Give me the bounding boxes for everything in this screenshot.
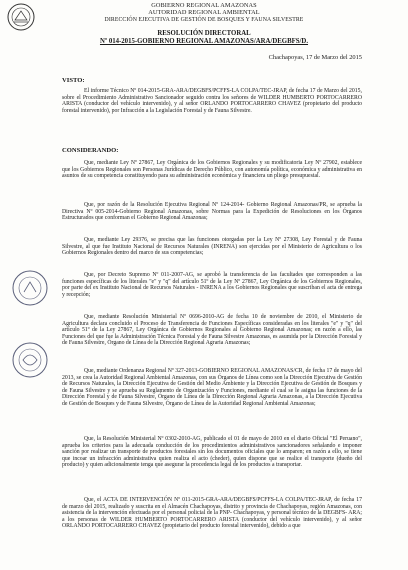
considerando-paragraph-3: Que, mediante Ley 29376, se precisa que las funciones otorgadas por la Ley Nº 27308, Ley Forestal y de Fauna Silvestre, al que fue Instituto Nacional de Recursos Naturales (INRENA) son ejercidas por el Ministerio de Agricultura o los Gobiernos Regionales dentro del marco de sus competencias; bbox=[62, 237, 362, 257]
considerando-paragraph-1: Que, mediante Ley Nº 27867, Ley Orgánica de los Gobiernos Regionales y su modificatoria Ley Nº 27902, establece que los Gobiernos Regionales son Personas Jurídicas de Derecho Público, con autonomía política, económica y administrativa en asuntos de su competencia constituyendo para su administración económica y financiera un pliego presupuestal. bbox=[62, 160, 362, 180]
considerando-paragraph-8: Que, el ACTA DE INTERVENCIÓN Nº 011-2015-GRA-ARA/DEGBFS/PCFFS-LA COLPA/TEC-JRAP, de fecha 17 de marzo del 2015, realizado y suscrita en el Almacén Chachapoyas, distrito y provincia de Chachapoyas, región Amazonas, con asistencia de la intervención efectuada por el personal policial de la PNP- Chachapoyas, y personal técnico de la DEGBFS- ARA; a los personas de WILDER HUMBERTO PORTOCARRERO ARISTA (conductor del vehículo intervenido), y al señor ORLANDO PORTOCARRERO CHAVEZ (propietario del producto forestal intervenido), debido a que bbox=[62, 497, 362, 530]
considerando-heading: CONSIDERANDO: bbox=[62, 147, 119, 154]
considerando-paragraph-6: Que, mediante Ordenanza Regional Nº 327-2013-GOBIERNO REGIONAL AMAZONAS/CR, de fecha 17 de mayo del 2013, se crea la Autoridad Regional Ambiental Amazonas, con sus Órganos de Línea como son la Dirección Ejecutiva de Gestión de Recursos Naturales, la Dirección Ejecutiva de Gestión del Medio Ambiente y la Dirección Ejecutiva de Gestión de Bosques y de Fauna Silvestre y se aprueba su Reglamento de Organización y Funciones, mediante el cual se le asigna las funciones de la Dirección Forestal y de Fauna Silvestre, Órgano de Línea de la Dirección Regional Agraria Amazonas, a la Dirección Ejecutiva de Gestión de Bosques y de Fauna Silvestre, Órgano de Línea de la Autoridad Regional Ambiental Amazonas; bbox=[62, 368, 362, 407]
considerando-paragraph-4: Que, por Decreto Supremo Nº 011-2007-AG, se aprobó la transferencia de las facultades que corresponden a las funciones específicas de los literales "e" y "q" del artículo 51º de la Ley Nº 27867, Ley Orgánica de los Gobiernos Regionales, por parte del ex Instituto Nacional de Recursos Naturales - INRENA a los Gobiernos Regionales que suscriban el acta de entrega y recepción; bbox=[62, 272, 362, 298]
official-stamp-icon bbox=[10, 340, 50, 380]
considerando-paragraph-7: Que, la Resolución Ministerial Nº 0302-2010-AG, publicado el 01 de mayo de 2010 en el diario Oficial "El Peruano", aprueba los criterios para la adecuada conducción de los procedimientos administrativos sancionadores señalando e imponer sanción por realizar un transporte de productos forestales sin los documentos oficiales que lo amparen; en razón a ello, se tiene que incoar un infracción administrativa quien realiza el acto (cheder), quien dispone que se realice el transporte (dueño del producto) y quien adicionalmente tenga que asegurar la procedencia legal de los productos a transportar. bbox=[62, 436, 362, 469]
document-date: Chachapoyas, 17 de Marzo del 2015 bbox=[268, 54, 362, 61]
considerando-paragraph-2: Que, por razón de la Resolución Ejecutiva Regional Nº 124-2014- Gobierno Regional Amazonas/PR, se aprueba la Directiva Nº 005-2014-Gobierno Regional Amazonas, sobre Normas para la Expedición de Resoluciones en los Órganos Estructurados que conforman el Gobierno Regional Amazonas; bbox=[62, 202, 362, 222]
official-stamp-icon bbox=[10, 268, 50, 308]
resolution-number: Nº 014-2015-GOBIERNO REGIONAL AMAZONAS/ARA/DEGBFS/D. bbox=[99, 38, 309, 45]
visto-paragraph: El informe Técnico Nº 014-2015-GRA-ARA/DEGBFS/PCFFS-LA COLPA/TEC-JRAP, de fecha 17 de Marzo del 2015, sobre el Procedimiento Administrativo Sancionador seguido contra los señores de WILDER HUMBERTO PORTOCARRERO ARISTA (conductor del vehículo intervenido), y al señor ORLANDO PORTOCARRERO CHAVEZ (propietario del producto forestal intervenido), por Infracción a la Legislación Forestal y de Fauna Silvestre. bbox=[62, 88, 362, 114]
header-line-2: AUTORIDAD REGIONAL AMBIENTAL bbox=[148, 9, 260, 17]
resolution-title: RESOLUCIÓN DIRECTORAL bbox=[157, 30, 251, 37]
resolution-heading bbox=[0, 30, 408, 46]
letterhead bbox=[0, 2, 408, 24]
considerando-paragraph-5: Que, mediante Resolución Ministerial Nº 0696-2010-AG de fecha 10 de noviembre de 2010, el Ministerio de Agricultura declara concluido el Proceso de Transferencia de Funciones Específicas consideradas en los literales "e" y "q" del artículo 51º de la Ley 27867, Ley Orgánica de Gobiernos Regionales al Gobierno Regional Amazonas; en razón a ello, las Funciones del que fue la Administración Técnica Forestal y de Fauna Silvestre Amazonas, es asumida por la Dirección Forestal y de Fauna Silvestre, Órgano de Línea de la Dirección Regional Agraria Amazonas; bbox=[62, 314, 362, 347]
visto-heading: VISTO: bbox=[62, 77, 85, 84]
header-line-3: DIRECCIÓN EJECUTIVA DE GESTIÓN DE BOSQUES Y FAUNA SILVESTRE bbox=[104, 16, 304, 23]
header-line-1: GOBIERNO REGIONAL AMAZONAS bbox=[151, 2, 257, 9]
